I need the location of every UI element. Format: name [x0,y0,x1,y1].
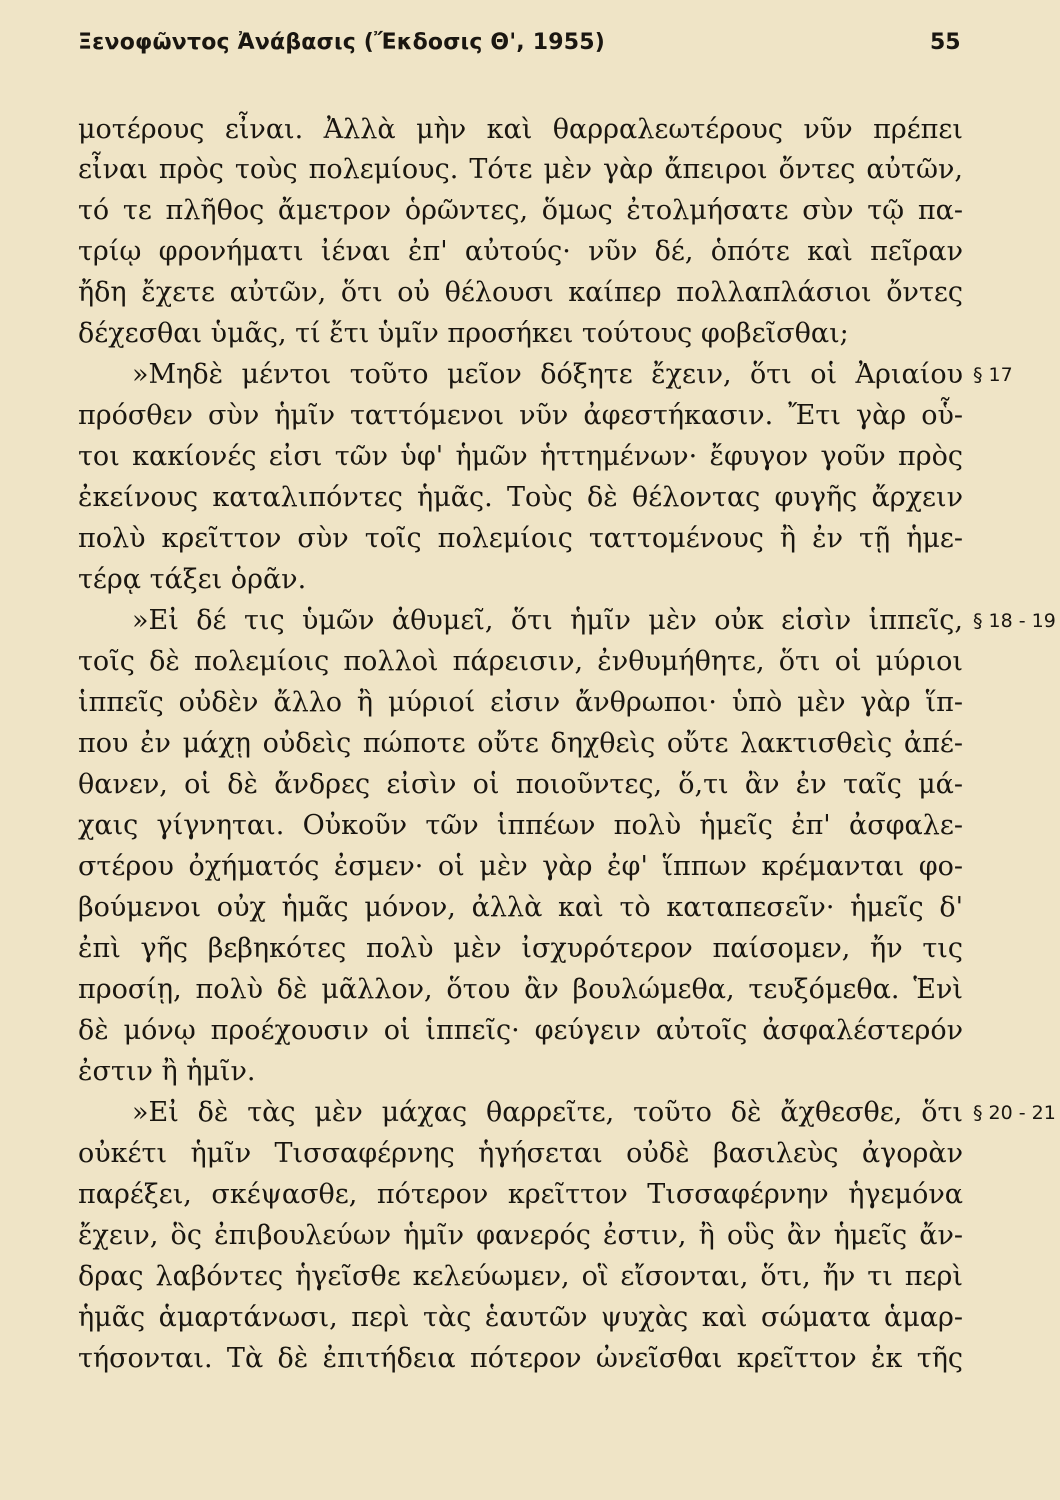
text-line: δὲ μόνῳ προέχουσιν οἱ ἱππεῖς· φεύγειν αὐτοῖς ἀσφαλέστερόν [78,1015,963,1046]
text-line: ἐστιν ἢ ἡμῖν. [78,1056,256,1087]
running-title: Ξενοφῶντος Ἀνάβασις (Ἔκδοσις Θ', 1955) [78,30,605,55]
text-line: τρίῳ φρονήματι ἰέναι ἐπ' αὐτούς· νῦν δέ, ὁπότε καὶ πεῖραν [78,236,963,267]
text-line: οὐκέτι ἡμῖν Τισσαφέρνης ἡγήσεται οὐδὲ βασιλεὺς ἀγορὰν [78,1138,963,1169]
section-marker: § 18 - 19 [973,610,1056,632]
text-line: παρέξει, σκέψασθε, πότερον κρεῖττον Τισσαφέρνην ἡγεμόνα [78,1179,963,1210]
text-line: προσίῃ, πολὺ δὲ μᾶλλον, ὅτου ἂν βουλώμεθα, τευξόμεθα. Ἑνὶ [78,974,963,1005]
text-line: πολὺ κρεῖττον σὺν τοῖς πολεμίοις ταττομένους ἢ ἐν τῇ ἡμε- [78,523,963,554]
section-marker: § 20 - 21 [973,1102,1056,1124]
text-line: στέρου ὀχήματός ἐσμεν· οἱ μὲν γὰρ ἐφ' ἵππων κρέμανται φο- [78,851,963,882]
text-line: βούμενοι οὐχ ἡμᾶς μόνον, ἀλλὰ καὶ τὸ καταπεσεῖν· ἡμεῖς δ' [78,892,963,923]
text-line: »Εἰ δὲ τὰς μὲν μάχας θαρρεῖτε, τοῦτο δὲ ἄχθεσθε, ὅτι [132,1097,963,1128]
text-line: δρας λαβόντες ἡγεῖσθε κελεύωμεν, οἳ εἴσονται, ὅτι, ἤν τι περὶ [78,1261,963,1292]
text-line: θανεν, οἱ δὲ ἄνδρες εἰσὶν οἱ ποιοῦντες, ὅ,τι ἂν ἐν ταῖς μά- [78,769,963,800]
text-line: δέχεσθαι ὑμᾶς, τί ἔτι ὑμῖν προσήκει τούτους φοβεῖσθαι; [78,318,849,349]
text-line: τοι κακίονές εἰσι τῶν ὑφ' ἡμῶν ἡττημένων· ἔφυγον γοῦν πρὸς [78,441,963,472]
text-line: τοῖς δὲ πολεμίοις πολλοὶ πάρεισιν, ἐνθυμήθητε, ὅτι οἱ μύριοι [78,646,963,677]
text-line: τέρᾳ τάξει ὁρᾶν. [78,564,307,595]
text-line: που ἐν μάχῃ οὐδεὶς πώποτε οὔτε δηχθεὶς οὔτε λακτισθεὶς ἀπέ- [78,728,963,759]
text-line: »Εἰ δέ τις ὑμῶν ἀθυμεῖ, ὅτι ἡμῖν μὲν οὐκ εἰσὶν ἱππεῖς, [132,605,963,636]
text-line: τό τε πλῆθος ἄμετρον ὁρῶντες, ὅμως ἐτολμήσατε σὺν τῷ πα- [78,195,963,226]
text-line: πρόσθεν σὺν ἡμῖν ταττόμενοι νῦν ἀφεστήκασιν. Ἔτι γὰρ οὗ- [78,400,963,431]
text-line: χαις γίγνηται. Οὐκοῦν τῶν ἱππέων πολὺ ἡμεῖς ἐπ' ἀσφαλε- [78,810,963,841]
page-number: 55 [930,30,961,55]
text-line: ἐκείνους καταλιπόντες ἡμᾶς. Τοὺς δὲ θέλοντας φυγῆς ἄρχειν [78,482,963,513]
running-header [0,0,1060,80]
text-line: ἱππεῖς οὐδὲν ἄλλο ἢ μύριοί εἰσιν ἄνθρωποι· ὑπὸ μὲν γὰρ ἵπ- [78,687,963,718]
text-line: μοτέρους εἶναι. Ἀλλὰ μὴν καὶ θαρραλεωτέρους νῦν πρέπει [78,114,963,145]
text-line: »Μηδὲ μέντοι τοῦτο μεῖον δόξητε ἔχειν, ὅτι οἱ Ἀριαίου [132,359,963,390]
text-line: ἐπὶ γῆς βεβηκότες πολὺ μὲν ἰσχυρότερον παίσομεν, ἤν τις [78,933,963,964]
text-line: ἤδη ἔχετε αὐτῶν, ὅτι οὐ θέλουσι καίπερ πολλαπλάσιοι ὄντες [78,277,963,308]
text-line: ἔχειν, ὃς ἐπιβουλεύων ἡμῖν φανερός ἐστιν, ἢ οὓς ἂν ἡμεῖς ἄν- [78,1220,963,1251]
text-line: ἡμᾶς ἁμαρτάνωσι, περὶ τὰς ἑαυτῶν ψυχὰς καὶ σώματα ἁμαρ- [78,1302,963,1333]
text-line: εἶναι πρὸς τοὺς πολεμίους. Τότε μὲν γὰρ ἄπειροι ὄντες αὐτῶν, [78,154,963,185]
text-line: τήσονται. Τὰ δὲ ἐπιτήδεια πότερον ὠνεῖσθαι κρεῖττον ἐκ τῆς [78,1343,963,1374]
section-marker: § 17 [973,364,1013,386]
